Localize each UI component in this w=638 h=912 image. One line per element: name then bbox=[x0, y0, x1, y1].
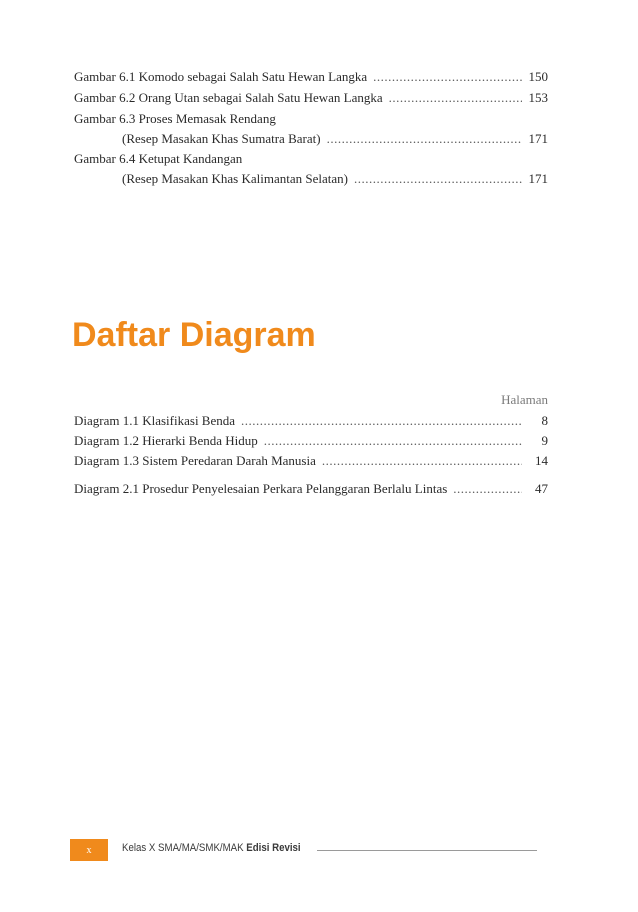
dot-leader bbox=[235, 413, 522, 429]
page-column-label: Halaman bbox=[501, 392, 548, 407]
dot-leader bbox=[348, 171, 522, 187]
figure-page-number: 171 bbox=[528, 171, 548, 186]
figure-page-number: 171 bbox=[528, 131, 548, 146]
diagram-title: Diagram 2.1 Prosedur Penyelesaian Perkara Pelanggaran Berlalu Lintas bbox=[74, 481, 448, 496]
dot-leader bbox=[447, 481, 522, 497]
figure-entry-subtitle bbox=[122, 130, 548, 148]
figure-subtitle: (Resep Masakan Khas Sumatra Barat) bbox=[122, 131, 321, 146]
footer-book-title bbox=[122, 842, 301, 854]
figure-entry bbox=[74, 110, 548, 128]
footer-page-number: x bbox=[70, 839, 108, 861]
dot-leader bbox=[383, 90, 522, 106]
dot-leader bbox=[367, 69, 522, 85]
diagram-title: Diagram 1.1 Klasifikasi Benda bbox=[74, 413, 236, 428]
edition-label: Edisi Revisi bbox=[246, 842, 301, 854]
figure-page-number: 153 bbox=[528, 90, 548, 105]
figure-entry bbox=[74, 68, 548, 86]
dot-leader bbox=[321, 131, 522, 147]
figure-entry bbox=[74, 150, 548, 168]
figure-title: Gambar 6.3 Proses Memasak Rendang bbox=[74, 111, 276, 126]
diagram-entry bbox=[74, 452, 548, 470]
diagram-entry bbox=[74, 480, 548, 498]
figure-entry bbox=[74, 89, 548, 107]
figure-entry-subtitle bbox=[122, 170, 548, 188]
diagram-page-number: 9 bbox=[541, 433, 548, 448]
figure-title: Gambar 6.1 Komodo sebagai Salah Satu Hewan Langka bbox=[74, 69, 368, 84]
diagram-title: Diagram 1.3 Sistem Peredaran Darah Manusia bbox=[74, 453, 316, 468]
footer-divider bbox=[317, 850, 537, 851]
diagram-entry bbox=[74, 432, 548, 450]
dot-leader bbox=[258, 433, 522, 449]
figure-page-number: 150 bbox=[528, 69, 548, 84]
section-heading: Daftar Diagram bbox=[72, 316, 316, 354]
diagram-title: Diagram 1.2 Hierarki Benda Hidup bbox=[74, 433, 258, 448]
diagram-entry bbox=[74, 412, 548, 430]
dot-leader bbox=[316, 453, 522, 469]
figure-title: Gambar 6.2 Orang Utan sebagai Salah Satu Hewan Langka bbox=[74, 90, 383, 105]
book-title: Kelas X SMA/MA/SMK/MAK bbox=[122, 842, 247, 854]
diagram-page-number: 47 bbox=[535, 481, 548, 496]
figure-title: Gambar 6.4 Ketupat Kandangan bbox=[74, 151, 243, 166]
diagram-page-number: 8 bbox=[541, 413, 548, 428]
diagram-page-number: 14 bbox=[535, 453, 548, 468]
figure-subtitle: (Resep Masakan Khas Kalimantan Selatan) bbox=[122, 171, 348, 186]
